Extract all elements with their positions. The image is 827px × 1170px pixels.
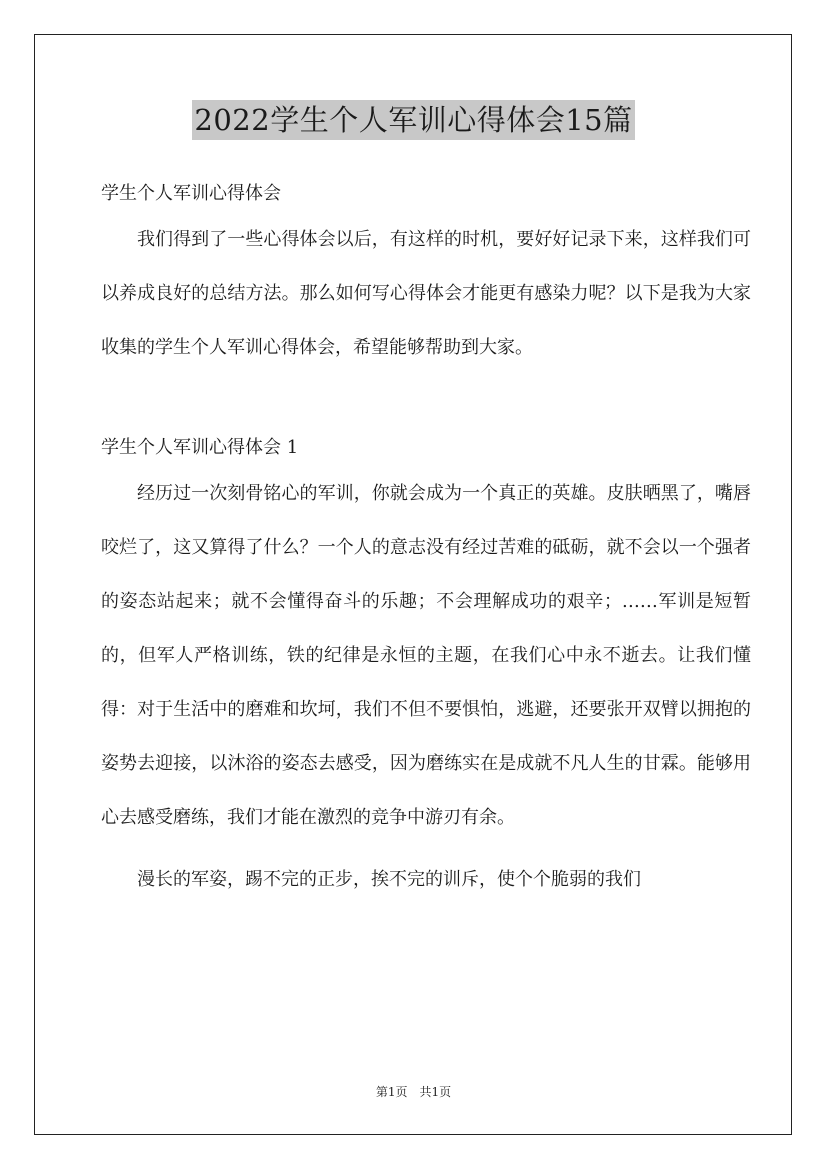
title-container <box>0 100 827 140</box>
document-body <box>101 175 751 907</box>
section1-paragraph-1: 经历过一次刻骨铭心的军训，你就会成为一个真正的英雄。皮肤晒黑了，嘴唇咬烂了，这又算得了什么？一个人的意志没有经过苦难的砥砺，就不会以一个强者的姿态站起来；就不会懂得奋斗的乐趣；不会理解成功的艰辛；……军训是短暂的，但军人严格训练，铁的纪律是永恒的主题，在我们心中永不逝去。让我们懂得：对于生活中的磨难和坎坷，我们不但不要惧怕，逃避，还要张开双臂以拥抱的姿势去迎接，以沐浴的姿态去感受，因为磨练实在是成就不凡人生的甘霖。能够用心去感受磨练，我们才能在激烈的竞争中游刃有余。 <box>101 483 751 828</box>
section-spacer <box>101 375 751 429</box>
intro-paragraph: 我们得到了一些心得体会以后，有这样的时机，要好好记录下来，这样我们可以养成良好的总结方法。那么如何写心得体会才能更有感染力呢？以下是我为大家收集的学生个人军训心得体会，希望能够帮助到大家。 <box>101 229 751 358</box>
section1-paragraph-2: 漫长的军姿，踢不完的正步，挨不完的训斥，使个个脆弱的我们 <box>137 869 641 890</box>
document-title: 2022学生个人军训心得体会15篇 <box>192 100 634 140</box>
page-footer: 第1页 共1页 <box>375 1085 452 1099</box>
intro-heading: 学生个人军训心得体会 <box>101 183 281 204</box>
section1-heading: 学生个人军训心得体会 1 <box>101 437 299 458</box>
